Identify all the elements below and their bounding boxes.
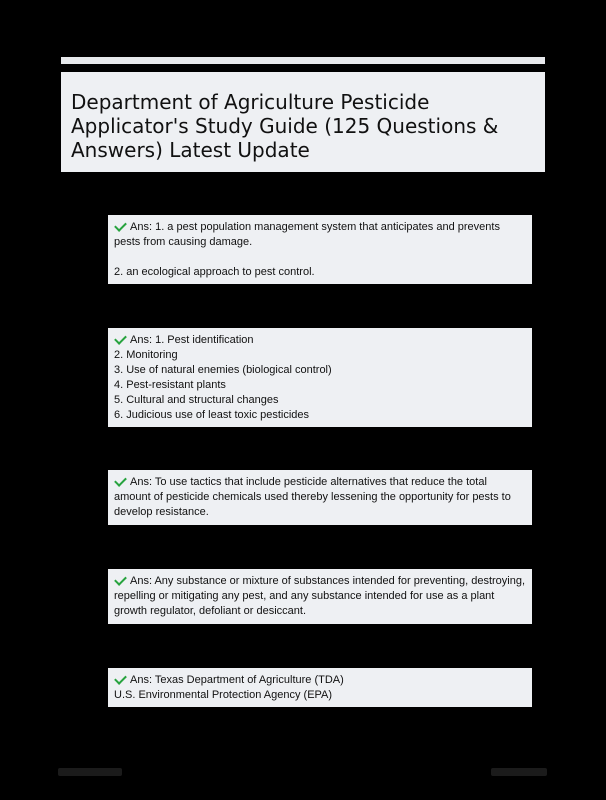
answer-line [114, 220, 526, 250]
answer-prefix: Ans: [130, 476, 155, 488]
answer-line [114, 673, 526, 688]
answer-card [108, 470, 532, 525]
answer-prefix: Ans: [130, 334, 156, 346]
checkmark-icon [114, 219, 127, 232]
title-box [61, 72, 545, 172]
answer-card [108, 215, 532, 284]
checkmark-icon [114, 573, 127, 586]
answer-text: 1. a pest population management system that anticipates and prevents pests from causing damage. [114, 221, 500, 248]
footer-right-redacted [491, 768, 547, 776]
answer-text: 2. Monitoring [114, 349, 178, 361]
answer-text: Texas Department of Agriculture (TDA) [154, 674, 344, 686]
top-divider [61, 57, 545, 64]
answer-card [108, 668, 532, 707]
answer-line [114, 333, 526, 348]
checkmark-icon [114, 672, 127, 685]
checkmark-icon [114, 474, 127, 487]
answer-card [108, 569, 532, 624]
answer-text: 2. an ecological approach to pest control. [114, 266, 315, 278]
footer-left-redacted [58, 768, 122, 776]
answer-text: 5. Cultural and structural changes [114, 394, 279, 406]
answer-text: 1. Pest identification [155, 334, 254, 346]
answer-text: Any substance or mixture of substances intended for preventing, destroying, repelling or mitigating any pest, and any substance intended for use as a plant growth regulator, defoliant or desiccant. [114, 575, 526, 617]
answer-text: U.S. Environmental Protection Agency (EPA) [114, 689, 333, 701]
answer-text: 4. Pest-resistant plants [114, 379, 226, 391]
answer-blank-line [114, 250, 526, 265]
answer-text: To use tactics that include pesticide alternatives that reduce the total amount of pesticide chemicals used thereby lessening the opportunity for pests to develop resistance. [114, 476, 511, 518]
answer-card [108, 328, 532, 427]
checkmark-icon [114, 332, 127, 345]
answer-prefix: Ans: [130, 221, 156, 233]
answer-line [114, 475, 526, 520]
answer-prefix: Ans: [130, 674, 155, 686]
answer-prefix: Ans: [130, 575, 155, 587]
document-title: Department of Agriculture Pesticide Applicator's Study Guide (125 Questions & Answers) Latest Update [71, 90, 499, 162]
answer-text: 3. Use of natural enemies (biological control) [114, 364, 332, 376]
answer-line [114, 574, 526, 619]
answer-text: 6. Judicious use of least toxic pesticides [114, 409, 310, 421]
